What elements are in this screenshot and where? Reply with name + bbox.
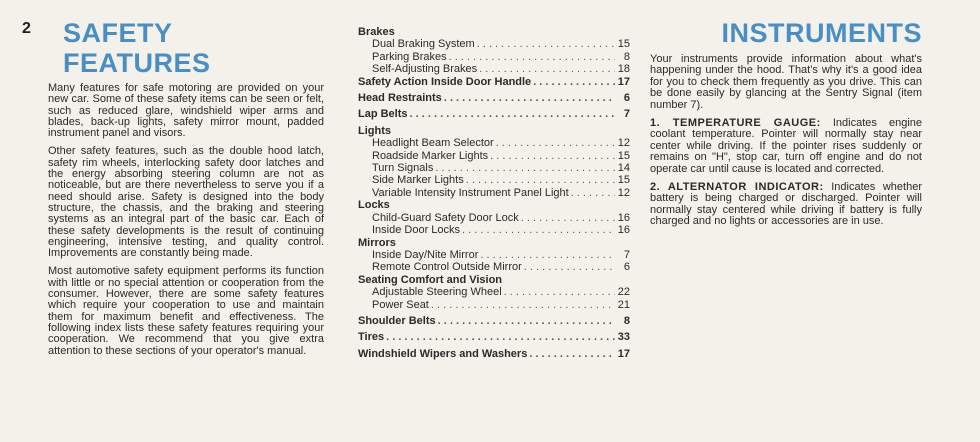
index-entry-parking-brakes: Parking Brakes . . . 8	[358, 51, 630, 63]
index-entry-side-marker: Side Marker Lights . . . 15	[358, 174, 630, 186]
index-heading-locks: Locks	[358, 199, 390, 212]
index-heading-lights: Lights	[358, 124, 391, 137]
index-entry-child-guard: Child-Guard Safety Door Lock . . . 16	[358, 212, 630, 224]
temperature-gauge-heading: 1. TEMPERATURE GAUGE:	[650, 117, 821, 130]
index-entry-inside-door-locks: Inside Door Locks . . . 16	[358, 224, 630, 236]
alternator-indicator-heading: 2. ALTERNATOR INDICATOR:	[650, 181, 824, 194]
alternator-indicator-paragraph	[650, 182, 922, 228]
index-entry-head-restraints: Head Restraints . . . 6	[358, 92, 630, 104]
safety-paragraph-3: Most automotive safety equipment performs its function with little or no special attention or cooperation from the consumer. However, there are some safety features which require your cooperation to use and maintain them for maximum benefit and effectiveness. The following index lists these safety features requiring your cooperation. We recommend that you give extra attention to these sections of your operator's manual.	[48, 265, 324, 357]
temperature-gauge-paragraph	[650, 118, 922, 175]
index-entry-shoulder-belts: Shoulder Belts . . . 8	[358, 315, 630, 327]
instruments-section	[650, 18, 922, 235]
instruments-title: INSTRUMENTS	[721, 18, 922, 48]
safety-index	[358, 26, 630, 360]
index-entry-roadside-marker: Roadside Marker Lights . . . 15	[358, 150, 630, 162]
index-heading-brakes: Brakes	[358, 26, 395, 38]
instruments-intro: Your instruments provide information about what's happening under the hood. That's why it's a good idea for you to check them frequently as you drive. This can be done easily by glancing at the Sentry Signal (item number 7).	[650, 53, 922, 111]
index-entry-steering-wheel: Adjustable Steering Wheel . . . 22	[358, 286, 630, 298]
index-heading-mirrors: Mirrors	[358, 236, 396, 249]
index-entry-self-adjusting-brakes: Self-Adjusting Brakes . . . 18	[358, 63, 630, 75]
index-entry-tires: Tires . . . 33	[358, 331, 630, 343]
index-heading-seating: Seating Comfort and Vision	[358, 273, 503, 286]
index-entry-wipers: Windshield Wipers and Washers . . . 17	[358, 348, 630, 360]
safety-features-title: SAFETY FEATURES	[63, 18, 211, 78]
index-entry-power-seat: Power Seat . . . 21	[358, 299, 630, 311]
index-entry-safety-action: Safety Action Inside Door Handle . . . 17	[358, 76, 630, 88]
index-entry-lap-belts: Lap Belts . . . 7	[358, 108, 630, 120]
index-entry-variable-intensity: Variable Intensity Instrument Panel Light . . . 12	[358, 187, 630, 199]
alternator-indicator-text: Indicates whether battery is being charged or discharged. Pointer will normally stay centered while driving if battery is fully charged and no lights or accessories are in use.	[650, 181, 922, 228]
index-entry-turn-signals: Turn Signals . . . 14	[358, 162, 630, 174]
index-entry-outside-mirror: Remote Control Outside Mirror . . . 6	[358, 261, 630, 273]
safety-features-section	[48, 18, 324, 364]
safety-paragraph-2: Other safety features, such as the double hood latch, safety rim wheels, interlocking safety door latches and the energy absorbing steering column are not as noticeable, but are there nevertheless to serve you if a need should arise. Safety is designed into the body structure, the chassis, and the braking and steering systems as an integral part of the basic car. Each of these safety developments is the result of continuing engineering, intensive testing, and quality control. Improvements are constantly being made.	[48, 145, 324, 260]
index-entry-inside-mirror: Inside Day/Nite Mirror . . . 7	[358, 249, 630, 261]
safety-paragraph-1: Many features for safe motoring are provided on your new car. Some of these safety items can be seen or felt, such as reduced glare, windshield wiper arms and blades, back-up lights, safety mirror mount, padded instrument panel and visors.	[48, 82, 324, 140]
page-number: 2	[22, 20, 31, 37]
index-entry-dual-braking: Dual Braking System . . . 15	[358, 38, 630, 50]
index-entry-headlight-beam: Headlight Beam Selector . . . 12	[358, 137, 630, 149]
temperature-gauge-text: Indicates engine coolant temperature. Pointer will normally stay near center while driving. If the pointer rises suddenly or remains on "H", stop car, turn off engine and do not operate car until cause is located and corrected.	[650, 117, 922, 175]
